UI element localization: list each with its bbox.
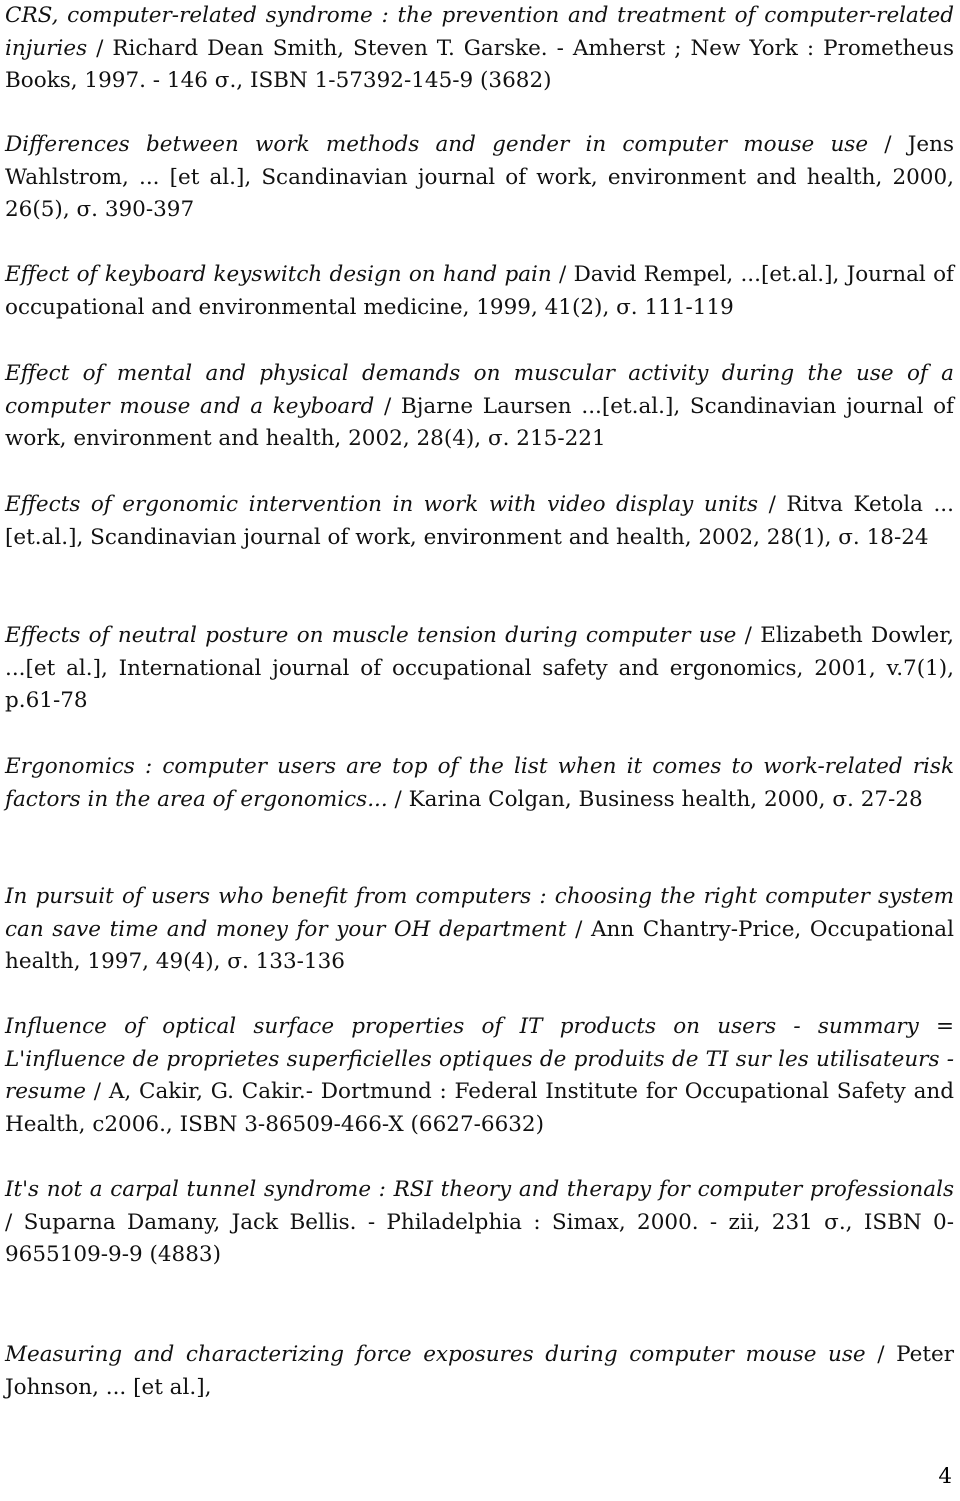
- bibliography-entry: [5, 1174, 954, 1272]
- page-number: 4: [938, 1464, 952, 1489]
- entry-title: Differences between work methods and gender in computer mouse use: [5, 132, 869, 157]
- entry-details: / Jens Wahlstrom, ... [et al.], Scandinavian journal of work, environment and health, 2000, 26(5), σ. 390-397: [5, 132, 954, 222]
- bibliography-entry: [5, 0, 954, 98]
- bibliography-entry: [5, 1339, 954, 1404]
- entry-title: Effect of keyboard keyswitch design on hand pain: [5, 262, 552, 287]
- entry-details: / Richard Dean Smith, Steven T. Garske. - Amherst ; New York : Prometheus Books, 1997. - 146 σ., ISBN 1-57392-145-9 (3682): [5, 35, 954, 93]
- entry-title: It's not a carpal tunnel syndrome : RSI theory and therapy for computer professionals: [5, 1177, 954, 1202]
- entry-details: / Peter Johnson, ... [et al.],: [5, 1342, 954, 1400]
- entry-title: Measuring and characterizing force exposures during computer mouse use: [5, 1342, 866, 1367]
- entry-details: / David Rempel, ...[et.al.], Journal of occupational and environmental medicine, 1999, 41(2), σ. 111-119: [5, 262, 954, 320]
- entry-title: Effects of neutral posture on muscle tension during computer use: [5, 623, 737, 648]
- bibliography-entry: [5, 358, 954, 456]
- bibliography-entry: [5, 259, 954, 324]
- entry-details: / A, Cakir, G. Cakir.- Dortmund : Federal Institute for Occupational Safety and Health, c2006., ISBN 3-86509-466-X (6627-6632): [5, 1079, 954, 1137]
- entry-details: / Karina Colgan, Business health, 2000, σ. 27-28: [387, 786, 923, 812]
- entry-title: Effects of ergonomic intervention in work with video display units: [5, 492, 759, 517]
- entry-title: Influence of optical surface properties of IT products on users - summary = L'influence de proprietes superficielles optiques de produits de TI sur les utilisateurs - resume: [5, 1014, 954, 1104]
- bibliography-entry: [5, 489, 954, 554]
- bibliography-entry: [5, 1011, 954, 1141]
- entry-details: / Bjarne Laursen ...[et.al.], Scandinavian journal of work, environment and health, 2002, 28(4), σ. 215-221: [5, 393, 955, 451]
- entry-details: / Suparna Damany, Jack Bellis. - Philadelphia : Simax, 2000. - zii, 231 σ., ISBN 0-9655109-9-9 (4883): [5, 1209, 954, 1267]
- entry-details: / Ann Chantry-Price, Occupational health, 1997, 49(4), σ. 133-136: [5, 916, 954, 974]
- entry-title: In pursuit of users who benefit from computers : choosing the right computer system can save time and money for your OH department: [5, 884, 954, 942]
- entry-details: / Ritva Ketola ...[et.al.], Scandinavian journal of work, environment and health, 2002, 28(1), σ. 18-24: [5, 492, 954, 550]
- bibliography-entry: [5, 881, 954, 979]
- bibliography-entry: [5, 129, 954, 227]
- bibliography-entry: [5, 751, 954, 816]
- entry-title: Effect of mental and physical demands on muscular activity during the use of a computer mouse and a keyboard: [5, 361, 954, 419]
- entry-title: Ergonomics : computer users are top of the list when it comes to work-related risk factors in the area of ergonomics...: [5, 754, 954, 812]
- entry-details: / Elizabeth Dowler, ...[et al.], International journal of occupational safety and ergonomics, 2001, v.7(1), p.61-78: [5, 623, 954, 713]
- entry-title: CRS, computer-related syndrome : the prevention and treatment of computer-related injuries: [5, 3, 954, 61]
- bibliography-entry: [5, 620, 954, 718]
